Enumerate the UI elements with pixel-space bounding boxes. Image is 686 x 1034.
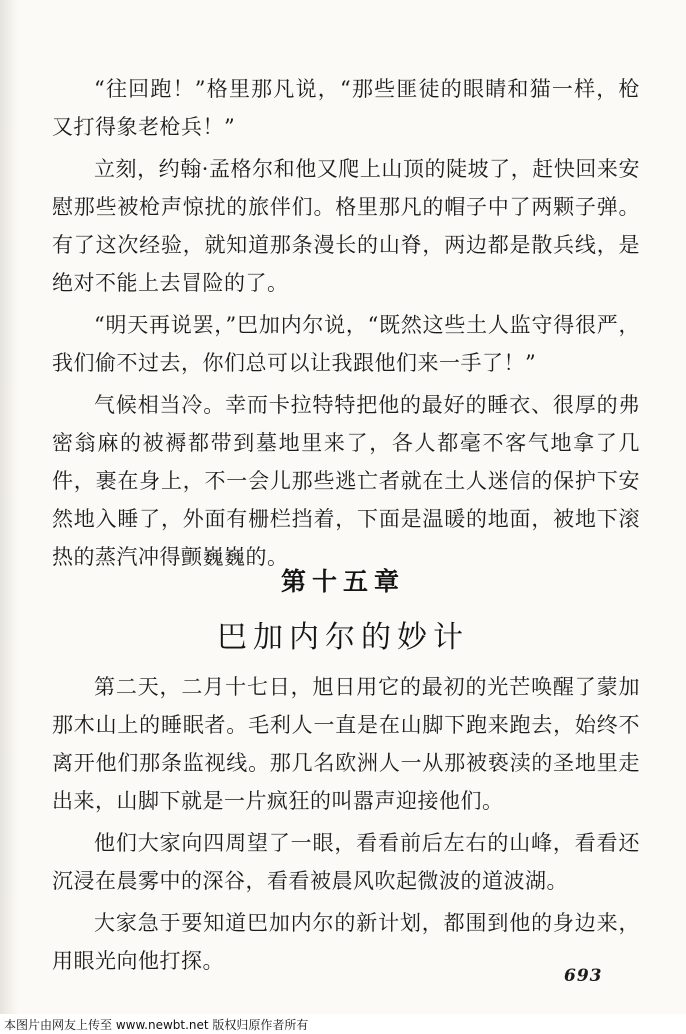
body-text-top [52, 70, 640, 580]
paragraph: 他们大家向四周望了一眼，看看前后左右的山峰，看看还沉浸在晨雾中的深谷，看看被晨风吹起微波的道波湖。 [52, 831, 640, 893]
paragraph: 立刻，约翰·孟格尔和他又爬上山顶的陡坡了，赶快回来安慰那些被枪声惊扰的旅伴们。格里那凡的帽子中了两颗子弹。有了这次经验，就知道那条漫长的山脊，两边都是散兵线，是绝对不能上去冒险的了。 [52, 157, 640, 295]
page-number: 693 [564, 966, 603, 986]
paragraph: “往回跑！”格里那凡说，“那些匪徒的眼睛和猫一样，枪又打得象老枪兵！” [52, 77, 640, 139]
paragraph: 大家急于要知道巴加内尔的新计划，都围到他的身边来，用眼光向他打探。 [52, 911, 640, 973]
paragraph: 气候相当冷。幸而卡拉特特把他的最好的睡衣、很厚的弗密翁麻的被褥都带到墓地里来了，各人都毫不客气地拿了几件，裹在身上，不一会儿那些逃亡者就在土人迷信的保护下安然地入睡了，外面有栅栏挡着，下面是温暖的地面，被地下滚热的蒸汽冲得颤巍巍的。 [52, 393, 640, 569]
chapter-number: 第十五章 [280, 567, 405, 596]
chapter-title: 巴加内尔的妙计 [217, 620, 469, 655]
paragraph: “明天再说罢，”巴加内尔说，“既然这些土人监守得很严，我们偷不过去，你们总可以让我跟他们来一手了！” [52, 313, 640, 375]
watermark-text: 本图片由网友上传至 www.newbt.net 版权归原作者所有 [4, 1018, 309, 1032]
body-text-bottom [52, 668, 640, 984]
scan-edge-shadow [0, 0, 18, 1014]
paragraph: 第二天，二月十七日，旭日用它的最初的光芒唤醒了蒙加那木山上的睡眠者。毛利人一直是在山脚下跑来跑去，始终不离开他们那条监视线。那几名欧洲人一从那被亵渎的圣地里走出来，山脚下就是一片疯狂的叫嚣声迎接他们。 [52, 675, 640, 813]
